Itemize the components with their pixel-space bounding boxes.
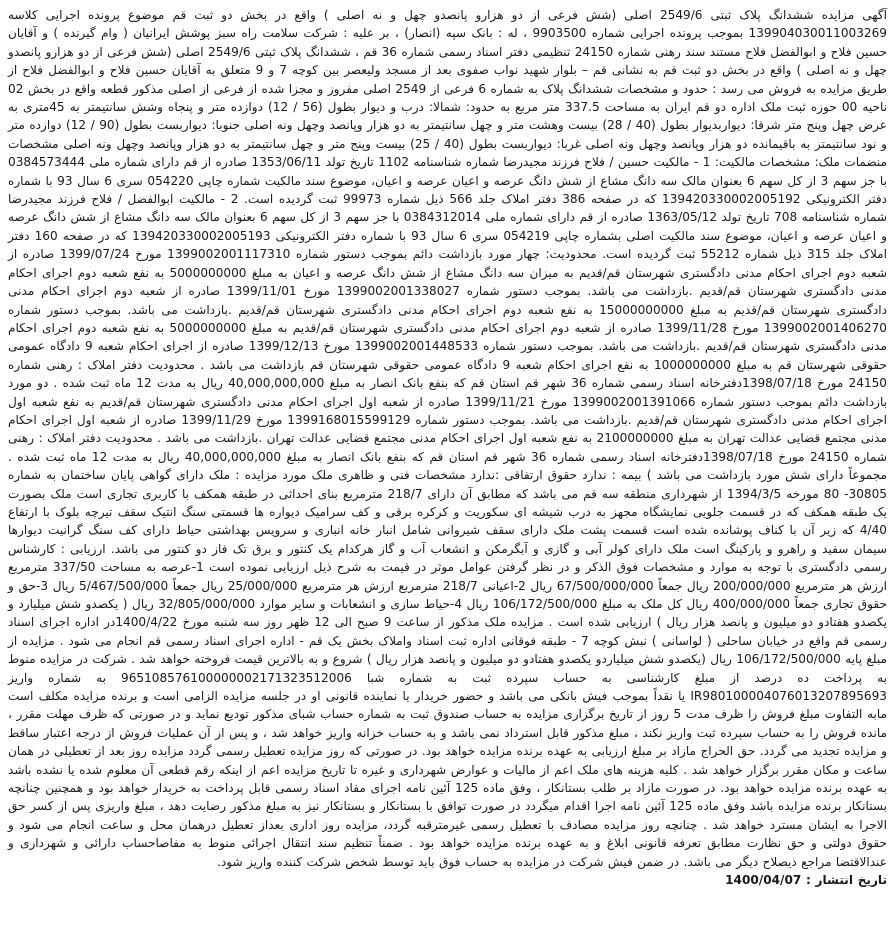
publish-date: تاریخ انتشار : 1400/04/07 xyxy=(725,873,887,888)
notice-body: آگهی مزایده ششدانگ پلاک ثبتی 2549/6 اصلی (شش فرعی از دو هزارو پانصدو چهل و نه اصلی ) واقع در بخش دو ثبت قم موضوع پرونده اجرایی کلاسه 139904030011003269 بموجب پرونده اجرایی شماره 9903500 ، له : بانک سپه (انصار) ، بر علیه : شرکت سلامت راه سبز پوشش ایرانیان ( وام گیرنده ) و آقایان حسین فلاح و ابوالفضل فلاح مستند سند رهنی شماره 24150 تنظیمی دفتر اسناد رسمی شماره 36 قم ، ششدانگ پلاک ثبتی 2549/6 اصلی (شش فرعی از دو هزارو پانصدو چهل و نه اصلی ) واقع در بخش دو ثبت قم به نشانی قم – بلوار شهید نواب صفوی بعد از مسجد ولیعصر بین کوچه 7 و 9 متعلق به آقایان حسین فلاح و ابوالفضل فلاح از طریق مزایده به فروش می رسد : حدود و مشخصات ششدانگ پلاک به شماره 6 فرعی از 2549 اصلی مفروز و مجزا شده از فرعی از اصلی مذکور قطعه واقع در بخش 02 ناحیه 00 حوزه ثبت ملک اداره دو قم ایران به مساحت 337.5 متر مربع به حدود: شمالا: درب و دیوار بطول (56 / 12) دوازده متر و پنجاه وشش سانتیمتر به 45متری به عرض چهل وپنج متر شرقا: دیواربدیوار بطول (40 / 28) بیست وهشت متر و چهل سانتیمتر به دو هزار وپانصد وچهل ونه اصلی جنوبا: دیواربست بطول (90 / 12) دوازده متر و نود سانتیمتر به باقیمانده دو هزار وپانصد وچهل ونه اصلی غربا: دیواربست بطول (40 / 25) بیست وپنج متر و چهل سانتیمتر به دو هزار وپانصد وچهل ونه اصلی مشخصات منضمات ملک: مشخصات مالکیت: 1 - مالکیت حسین / فلاح فرزند مجیدرضا شماره شناسنامه 1102 تاریخ تولد 1353/06/11 صادره از قم دارای شماره ملی 0384573444 با جز سهم 3 از کل سهم 6 بعنوان مالک سه دانگ مشاع از شش دانگ عرصه و اعیان عرصه و اعیان، موضوع سند مالکیت شماره چاپی 054220 سری 6 سال 93 با شماره دفتر الکترونیکی 139420330002005192 که در صفحه 386 دفتر املاک جلد 566 ذیل شماره 99973 ثبت گردیده است. 2 - مالکیت ابوالفضل / فلاح فرزند مجیدرضا شماره شناسنامه 708 تاریخ تولد 1363/05/12 صادره از قم دارای شماره ملی 0384312014 با جز سهم 3 از کل سهم 6 بعنوان مالک سه دانگ مشاع از شش دانگ عرصه و اعیان عرصه و اعیان، موضوع سند مالکیت اصلی بشماره چاپی 054219 سری 6 سال 93 با شماره دفتر الکترونیکی 139420330002005193 که در صفحه 160 دفتر املاک جلد 315 ذیل شماره 55212 ثبت گردیده است. محدودیت: چهار مورد بازداشت دائم بموجب دستور شماره 1399002001117310 مورخ 1399/07/24 صادره از شعبه دوم اجرای احکام مدنی دادگستری شهرستان قم/قدیم به میزان سه دانگ مشاع از شش دانگ عرصه و اعیان به مبلغ 5000000000 به نفع شعبه دوم اجرای احکام مدنی دادگستری شهرستان قم/قدیم .بازداشت می باشد. بموجب دستور شماره 1399002001338027 مورخ 1399/11/01 صادره از شعبه دوم اجرای احکام مدنی دادگستری شهرستان قم/قدیم به مبلغ 15000000000 به نفع شعبه دوم اجرای احکام مدنی دادگستری شهرستان قم/قدیم .بازداشت می باشد. بموجب دستور شماره 1399002001406270 مورخ 1399/11/28 صادره از شعبه دوم اجرای احکام مدنی دادگستری شهرستان قم/قدیم به مبلغ 5000000000 به نفع شعبه دوم اجرای احکام مدنی دادگستری شهرستان قم/قدیم .بازداشت می باشد. بموجب دستور شماره 1399002001448533 مورخ 1399/12/13 صادره از اجرای احکام شعبه 9 دادگاه عمومی حقوقی شهرستان قم به مبلغ 1000000000 به نفع اجرای احکام شعبه 9 دادگاه عمومی حقوقی شهرستان قم بازداشت می باشد . محدودیت دفتر املاک : رهنی شماره 24150 مورخ 1398/07/18دفترخانه اسناد رسمی شماره 36 شهر قم استان قم که بنفع بانک انصار به مبلغ 40,000,000,000 ریال به مدت 12 ماه ثبت شده . دو مورد بازداشت دائم بموجب دستور شماره 1399002001391066 مورخ 1399/11/21 صادره از شعبه اول اجرای احکام مدنی دادگستری شهرستان قم/قدیم به نفع شعبه اول اجرای احکام مدنی دادگستری شهرستان قم/قدیم .بازداشت می باشد. بموجب دستور شماره 1399168015599129 مورخ 1399/11/29 صادره از شعبه اول اجرای احکام مدنی مجتمع قضایی عدالت تهران به مبلغ 2100000000 به نفع شعبه اول اجرای احکام مدنی مجتمع قضایی عدالت تهران .بازداشت می باشد . محدودیت دفتر املاک : رهنی شماره 24150 مورخ 1398/07/18دفترخانه اسناد رسمی شماره 36 شهر قم استان قم که بنفع بانک انصار به مبلغ 40,000,000,000 ریال به مدت 12 ماه ثبت شده . مجموعاً دارای شش مورد بازداشت می باشد ) بیمه : ندارد حقوق ارتفاقی :ندارد مشخصات فنی و ظاهری ملک مورد مزایده : ملک دارای گواهی پایان ساختمان به شماره 30805- 80 مورخه 1394/3/5 از شهرداری منطقه سه قم می باشد که مطابق آن دارای 218/7 مترمربع بنای احداثی در طبقه همکف با کاربری تجاری است ملک بصورت یک طبقه همکف که در قسمت جلویی نمایشگاه مجهز به درب شیشه ای سکوریت و کرکره برقی و کف سرامیک دیواره ها قسمتی سنگ انتیک سقف تیرچه بلوک با ارتفاع 4/40 که زیر آن با کناف پوشانده شده است قسمت پشت ملک دارای سقف شیروانی شامل انبار خانه انباری و سرویس بهداشتی حیاط دارای کف سنگ گرانیت دیوارها سیمان سفید و راهرو و پارکینگ است ملک دارای کولر آبی و گازی و آبگرمکن و انشعاب آب و گاز هرکدام یک کنتور و برق تک فاز دو کنتور می باشد. ارزیابی : کارشناس رسمی دادگستری با توجه به موارد و مشخصات فوق الذکر و در نظر گرفتن عوامل موثر در قیمت به شرح ذیل ارزیابی نموده است 1-عرصه به مساحت 337/50 مترمربع ارزش هر مترمربع 200/000/000 ریال جمعاً 67/500/000/000 ریال 2-اعیانی 218/7 مترمربع ارزش هر مترمربع 25/000/000 ریال جمعاً 5/467/500/000 ریال 3-حق و حقوق تجاری جمعاً 400/000/000 ریال کل ملک به مبلغ 106/172/500/000 ریال 4-حیاط سازی و انشعابات و سایر موارد 32/805/000/000 ریال ( یکصدو شش میلیارد و یکصدو هفتادو دو میلیون و پانصد هزار ریال ) ارزیابی شده است . مزایده ملک مذکور از ساعت 9 صبح الی 12 ظهر روز سه شنبه مورخ 1400/4/22در اداره اجرای اسناد رسمی قم واقع در خیابان ساحلی ( لواسانی ) نبش کوچه 7 - طبقه فوقانی اداره ثبت اسناد واملاک بخش یک قم - اداره اجرای اسناد رسمی قم انجام می شود . مزایده از مبلغ پایه 106/172/500/000 ریال (یکصدو شش میلیاردو یکصدو هفتادو دو میلیون و پانصد هزار ریال ) شروع و به بالاترین قیمت فروخته خواهد شد . شرکت در مزایده منوط به پرداخت ده درصد از مبلغ کارشناسی به حساب سپرده ثبت به شماره شبا 965108576100000002171323512006 به شماره واریز IR980100004076013207895693 یا نقداً بموجب فیش بانکی می باشد و حضور خریدار یا نماینده قانونی او در جلسه مزایده الزامی است و برنده مزایده مکلف است مابه التفاوت مبلغ فروش را ظرف مدت 5 روز از تاریخ برگزاری مزایده به حساب صندوق ثبت به شماره حساب شبای مذکور تودیع نماید و در صورتی که ظرف مهلت مقرر ، مانده فروش را به حساب سپرده ثبت واریز نکند ، مبلغ مذکور قابل استرداد نمی باشد و به حساب خزانه واریز خواهد شد ، و پس از آن عملیات فروش از درجه اعتبار ساقط و مزایده تجدید می گردد. حق الحراج مازاد بر مبلغ ارزیابی به عهده برنده مزایده خواهد بود. در صورتی که روز مزایده تعطیل رسمی گردد مزایده روز بعد از تعطیلی در همان ساعت و مکان مقرر برگزار خواهد شد . کلیه هزینه های ملک اعم از مالیات و عوارض شهرداری و غیره تا تاریخ مزایده اعم از اینکه رقم قطعی آن معلوم شده یا نشده باشد به عهده برنده مزایده خواهد بود. در صورت مازاد بر طلب بستانکار ، وفق ماده 125 آئین نامه اجرای مفاد اسناد رسمی قابل پرداخت به خریدار خواهد بود و همچنین چنانچه بستانکار برنده مزایده باشد وفق ماده 125 آئین نامه اجرا اقدام میگردد در صورت توافق با بستانکار و بستانکار نیز به مبلغ مذکور رضایت دهد ، مبلغ واریزی پس از کسر حق الاجرا به ایشان مسترد خواهد شد . چنانچه روز مزایده مصادف با تعطیل رسمی غیرمترقبه گردد، مزایده روز اداری بعداز تعطیل درهمان محل و ساعت انجام می شود و حقوق دولتی و حق نظارت مطابق تعرفه قانونی ابلاغ و به عهده برنده مزایده خواهد بود . ضمناً تنظیم سند انتقال اجرائی منوط به مفاصاحساب دارائی و شهرداری و عندالاقتضا مراجع ذیصلاح دیگر می باشد. در ضمن فیش شرکت در مزایده به حساب فوق باید توسط شخص شرکت کننده واریز شود. xyxy=(8,8,888,869)
